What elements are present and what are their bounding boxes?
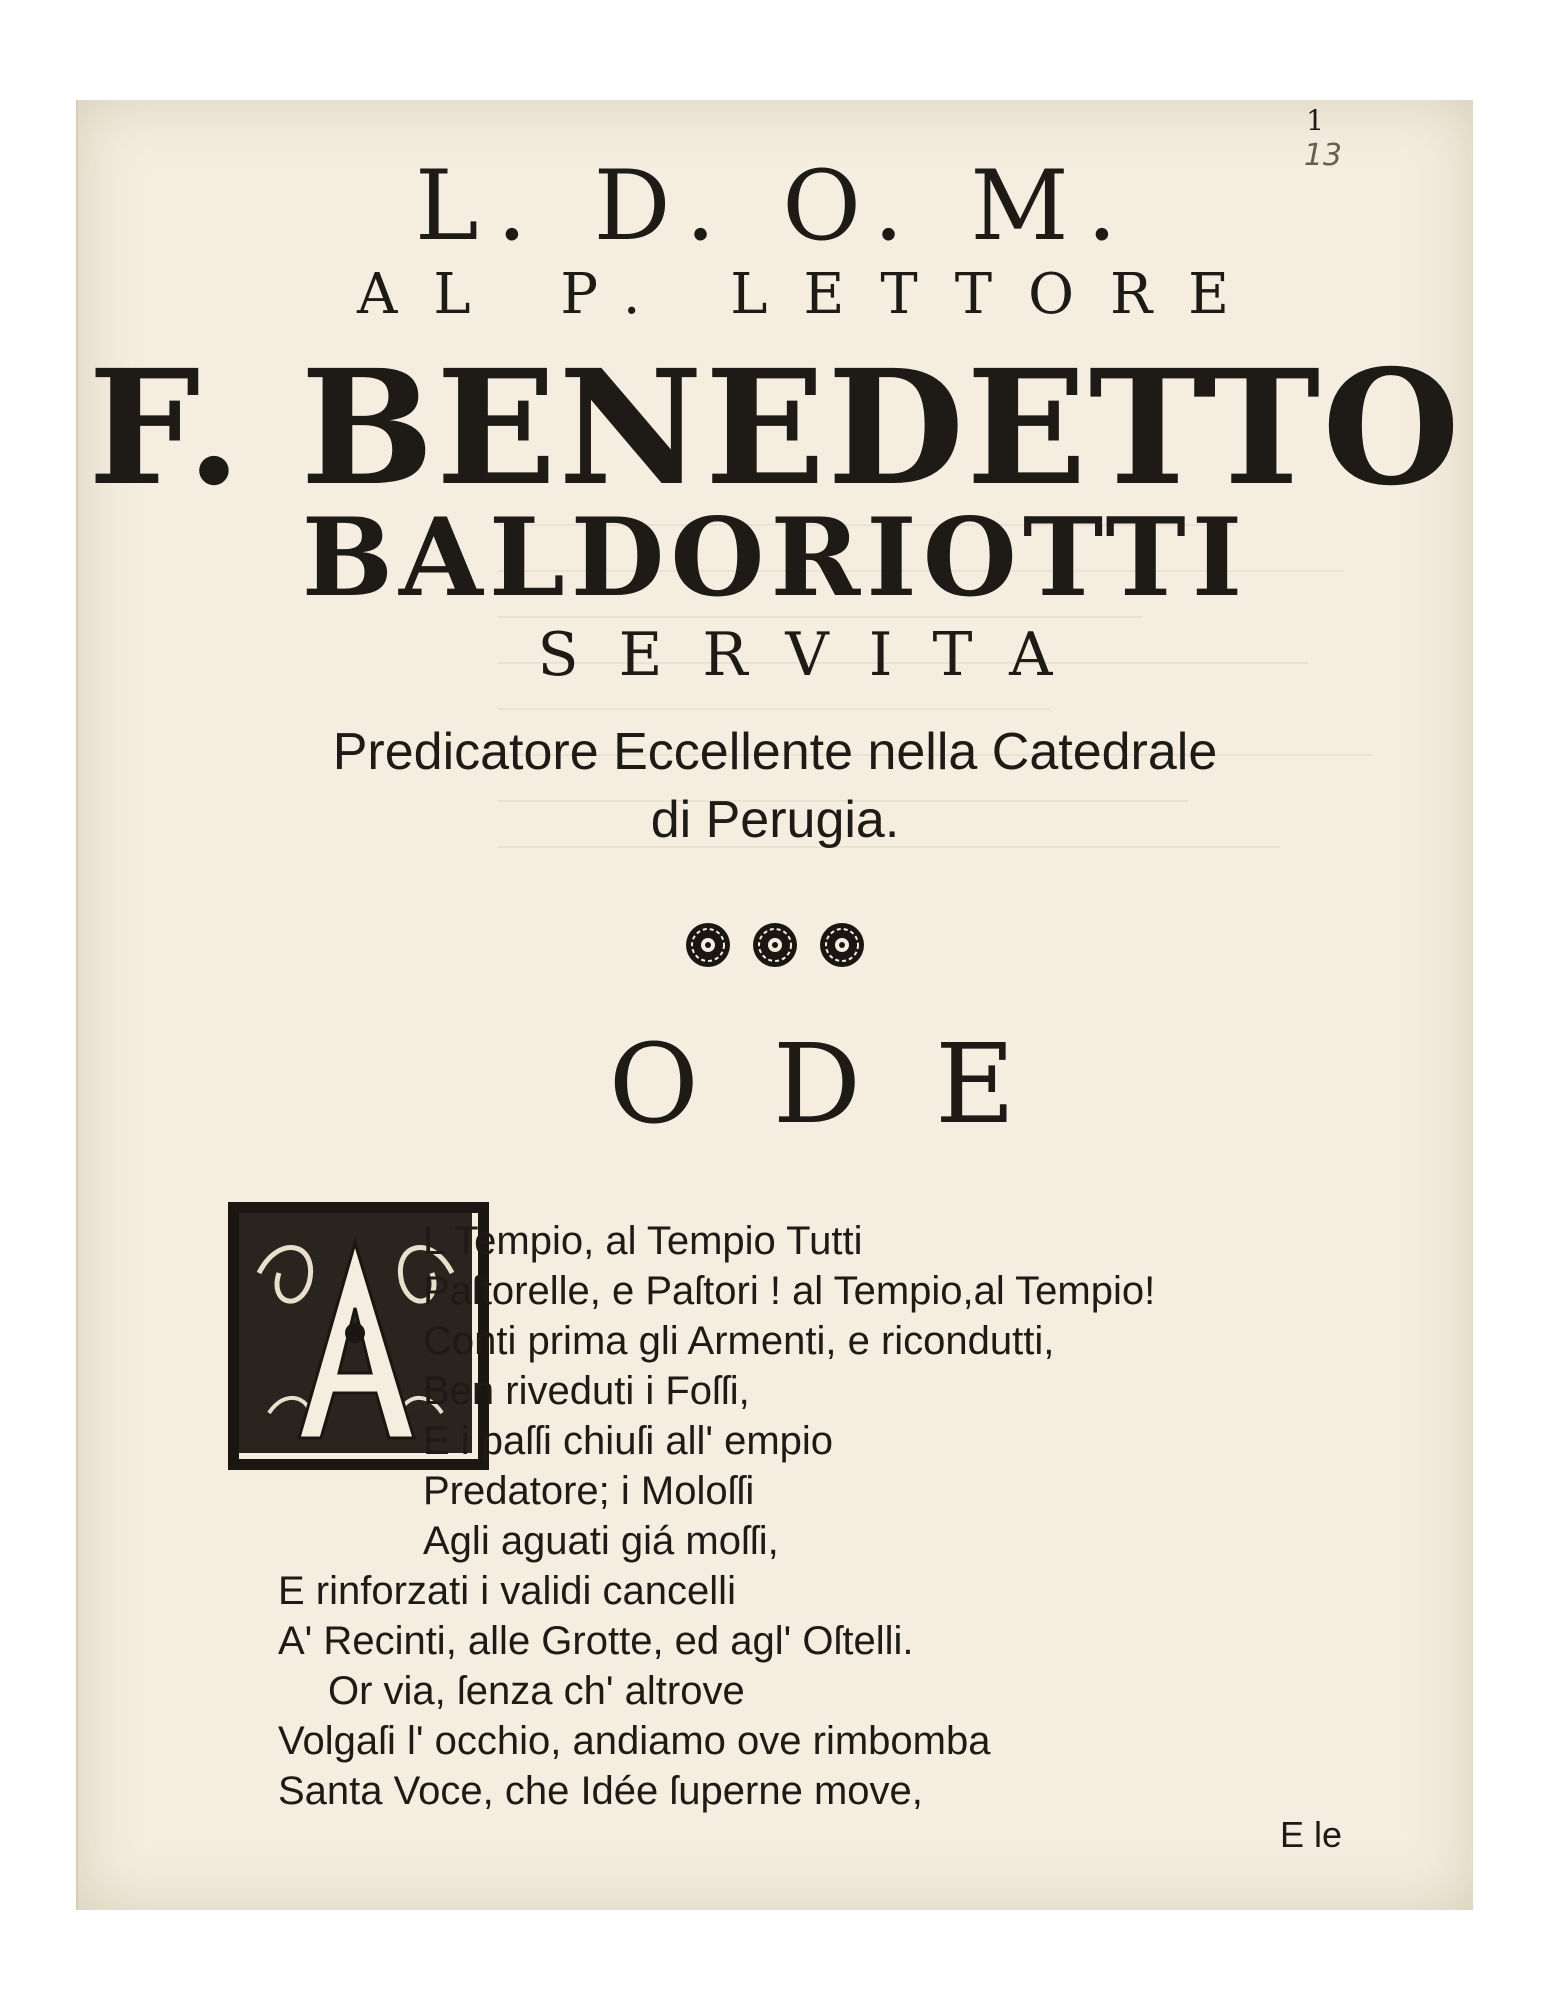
ornament-row: [78, 920, 1472, 974]
verse-line-6: Predatore; i Moloſſi: [423, 1469, 755, 1513]
catchword: E le: [1279, 1814, 1342, 1855]
name-line-1: F. BENEDETTO: [88, 336, 1462, 521]
verse-line-5: E i paſſi chiuſi all' empio: [423, 1419, 834, 1463]
verse-line-3: Conti prima gli Armenti, e ricondutti,: [423, 1319, 1055, 1363]
section-title: ODE: [608, 1020, 1090, 1148]
addressee-line: AL P. LETTORE: [356, 262, 1266, 327]
role-line-1: Predicatore Eccellente nella Catedrale: [332, 723, 1218, 781]
verse-line-12: Santa Voce, che Idée ſuperne move,: [278, 1769, 923, 1813]
verse-line-7: Agli aguati giá moſſi,: [423, 1519, 779, 1563]
document-page: [76, 100, 1473, 1910]
folio-mark: 13: [1303, 138, 1342, 173]
order-line: SERVITA: [537, 620, 1093, 690]
verse-line-1: L Tempio, al Tempio Tutti: [423, 1219, 863, 1263]
verse-line-11: Volgaſi l' occhio, andiamo ove rimbomba: [278, 1719, 991, 1763]
verse-line-8: E rinforzati i validi cancelli: [278, 1569, 736, 1613]
verse-line-10: Or via, ſenza ch' altrove: [328, 1669, 745, 1713]
dedication-line: L. D. O. M.: [414, 150, 1136, 262]
name-line-2: BALDORIOTTI: [301, 495, 1249, 621]
page-number: 1: [1306, 104, 1324, 137]
role-line-2: di Perugia.: [650, 791, 900, 849]
rosette-icon: [750, 920, 800, 970]
rosette-icon: [817, 920, 867, 970]
verse-line-9: A' Recinti, alle Grotte, ed agl' Oſtelli.: [278, 1619, 914, 1663]
verse-line-2: Paſtorelle, e Paſtori ! al Tempio,al Tempio!: [423, 1269, 1156, 1313]
rosette-icon: [683, 920, 733, 970]
verse-line-4: Ben riveduti i Foſſi,: [423, 1369, 750, 1413]
